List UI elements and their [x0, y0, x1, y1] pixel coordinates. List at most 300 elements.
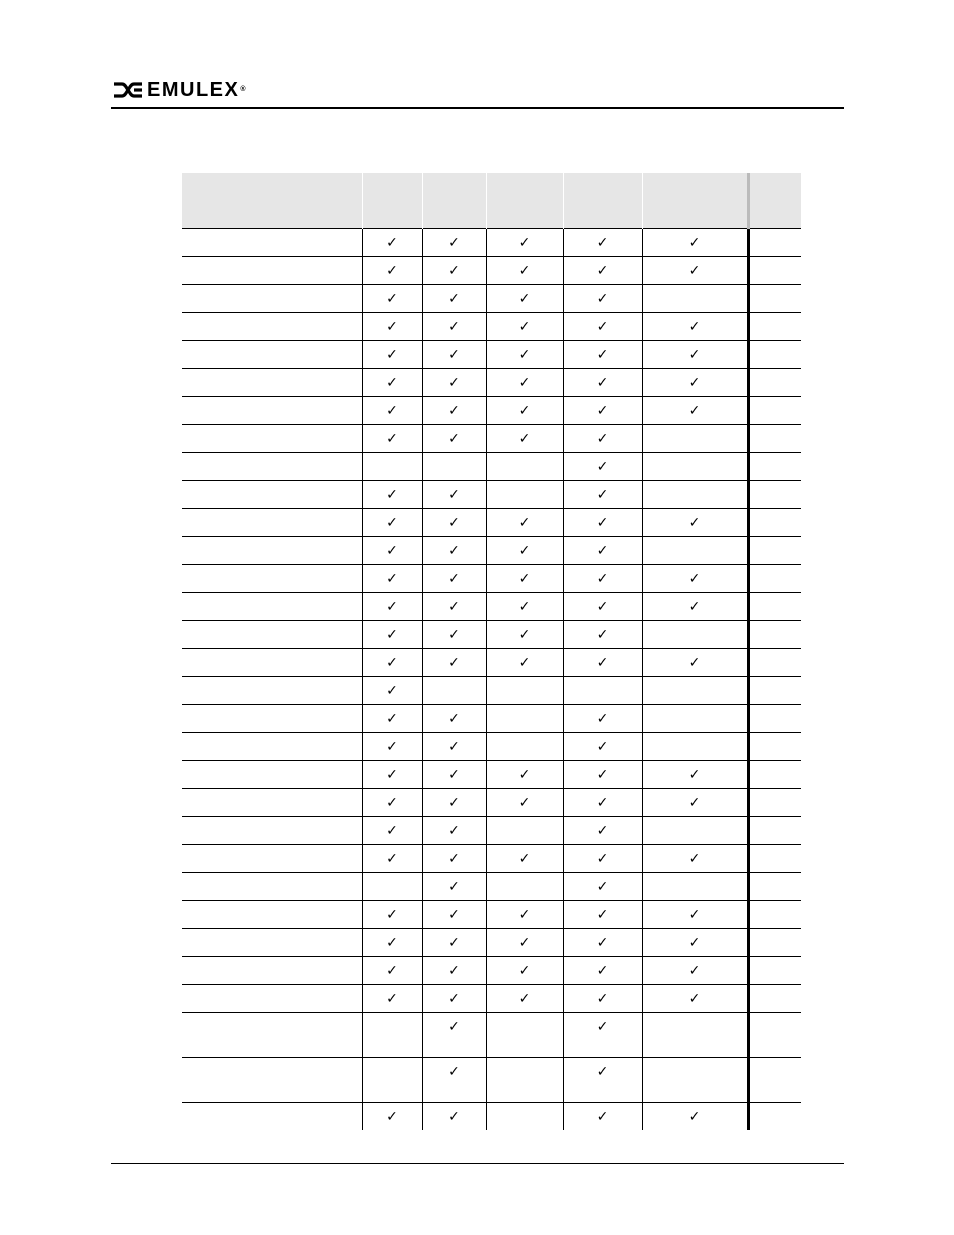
support-cell	[642, 705, 748, 733]
header-cell	[182, 173, 362, 229]
check-icon: ✓	[448, 431, 460, 447]
header-cell	[642, 173, 748, 229]
check-icon: ✓	[688, 375, 701, 391]
check-icon: ✓	[596, 935, 609, 951]
support-cell	[563, 1058, 642, 1103]
check-icon: ✓	[596, 655, 609, 671]
table-row	[182, 761, 801, 789]
support-cell	[486, 565, 563, 593]
check-icon: ✓	[448, 319, 460, 335]
header-cell	[563, 173, 642, 229]
support-cell	[422, 1103, 486, 1131]
table-row	[182, 313, 801, 341]
check-icon: ✓	[448, 235, 460, 251]
row-label-cell	[182, 313, 362, 341]
support-cell	[486, 369, 563, 397]
support-cell	[642, 621, 748, 649]
support-cell	[486, 873, 563, 901]
check-icon: ✓	[596, 263, 609, 279]
check-icon: ✓	[448, 291, 460, 307]
support-cell	[748, 901, 801, 929]
support-cell	[748, 509, 801, 537]
row-label-cell	[182, 649, 362, 677]
table-row	[182, 229, 801, 257]
support-cell	[422, 229, 486, 257]
table-row	[182, 985, 801, 1013]
check-icon: ✓	[448, 487, 460, 503]
table-row	[182, 509, 801, 537]
table-row	[182, 929, 801, 957]
support-cell	[563, 285, 642, 313]
check-icon: ✓	[518, 543, 531, 559]
check-icon: ✓	[688, 767, 701, 783]
check-icon: ✓	[518, 235, 531, 251]
support-cell	[563, 649, 642, 677]
check-icon: ✓	[448, 1109, 460, 1125]
row-label-cell	[182, 565, 362, 593]
support-cell	[563, 537, 642, 565]
check-icon: ✓	[386, 515, 398, 531]
table-row	[182, 705, 801, 733]
support-cell	[748, 817, 801, 845]
check-icon: ✓	[518, 263, 531, 279]
check-icon: ✓	[596, 627, 609, 643]
support-cell	[642, 313, 748, 341]
row-label-cell	[182, 873, 362, 901]
row-label-cell	[182, 341, 362, 369]
support-cell	[563, 509, 642, 537]
check-icon: ✓	[386, 963, 398, 979]
check-icon: ✓	[448, 963, 460, 979]
support-cell	[563, 481, 642, 509]
check-icon: ✓	[596, 851, 609, 867]
table-row	[182, 817, 801, 845]
support-cell	[362, 481, 422, 509]
support-cell	[362, 285, 422, 313]
support-cell	[362, 453, 422, 481]
support-cell	[563, 593, 642, 621]
table-row	[182, 537, 801, 565]
check-icon: ✓	[688, 963, 701, 979]
support-cell	[486, 285, 563, 313]
support-cell	[748, 789, 801, 817]
check-icon: ✓	[596, 907, 609, 923]
footer-rule	[111, 1163, 844, 1164]
check-icon: ✓	[386, 739, 398, 755]
support-cell	[642, 677, 748, 705]
support-cell	[362, 677, 422, 705]
check-icon: ✓	[596, 291, 609, 307]
support-cell	[486, 425, 563, 453]
header-cell	[422, 173, 486, 229]
support-cell	[563, 705, 642, 733]
check-icon: ✓	[518, 319, 531, 335]
check-icon: ✓	[518, 291, 531, 307]
emulex-logo	[112, 80, 246, 100]
check-icon: ✓	[688, 319, 701, 335]
table-body	[182, 229, 801, 1131]
row-label-cell	[182, 761, 362, 789]
support-cell	[422, 649, 486, 677]
support-cell	[563, 341, 642, 369]
check-icon: ✓	[518, 347, 531, 363]
support-cell	[642, 565, 748, 593]
support-cell	[748, 285, 801, 313]
check-icon: ✓	[386, 263, 398, 279]
check-icon: ✓	[688, 991, 701, 1007]
support-cell	[486, 929, 563, 957]
check-icon: ✓	[518, 963, 531, 979]
support-cell	[362, 257, 422, 285]
support-cell	[748, 453, 801, 481]
support-cell	[642, 481, 748, 509]
table-header-row	[182, 173, 801, 229]
support-cell	[642, 929, 748, 957]
support-cell	[486, 509, 563, 537]
support-cell	[563, 1013, 642, 1058]
support-cell	[422, 845, 486, 873]
header-rule	[111, 107, 844, 109]
support-cell	[486, 341, 563, 369]
support-cell	[362, 845, 422, 873]
check-icon: ✓	[596, 571, 609, 587]
check-icon: ✓	[518, 571, 531, 587]
check-icon: ✓	[688, 403, 701, 419]
support-cell	[642, 425, 748, 453]
check-icon: ✓	[386, 627, 398, 643]
support-cell	[563, 313, 642, 341]
support-cell	[642, 817, 748, 845]
brand-name: EMULEX®	[147, 79, 246, 101]
check-icon: ✓	[596, 459, 609, 475]
row-label-cell	[182, 985, 362, 1013]
table-row	[182, 565, 801, 593]
table-row	[182, 789, 801, 817]
check-icon: ✓	[448, 347, 460, 363]
support-cell	[563, 621, 642, 649]
check-icon: ✓	[596, 375, 609, 391]
support-cell	[362, 985, 422, 1013]
table-row	[182, 397, 801, 425]
support-cell	[362, 1103, 422, 1131]
check-icon: ✓	[518, 851, 531, 867]
check-icon: ✓	[688, 851, 701, 867]
row-label-cell	[182, 1103, 362, 1131]
support-cell	[486, 817, 563, 845]
row-label-cell	[182, 929, 362, 957]
support-cell	[563, 873, 642, 901]
support-cell	[748, 341, 801, 369]
row-label-cell	[182, 1013, 362, 1058]
support-cell	[642, 733, 748, 761]
support-cell	[748, 873, 801, 901]
check-icon: ✓	[386, 823, 398, 839]
check-icon: ✓	[448, 655, 460, 671]
support-cell	[486, 397, 563, 425]
support-cell	[486, 761, 563, 789]
row-label-cell	[182, 509, 362, 537]
check-icon: ✓	[386, 1109, 398, 1125]
check-icon: ✓	[386, 991, 398, 1007]
row-label-cell	[182, 229, 362, 257]
support-cell	[748, 537, 801, 565]
support-cell	[486, 313, 563, 341]
check-icon: ✓	[386, 655, 398, 671]
check-icon: ✓	[688, 235, 701, 251]
row-label-cell	[182, 257, 362, 285]
row-label-cell	[182, 425, 362, 453]
support-cell	[563, 733, 642, 761]
row-label-cell	[182, 593, 362, 621]
row-label-cell	[182, 901, 362, 929]
check-icon: ✓	[596, 543, 609, 559]
support-cell	[486, 453, 563, 481]
row-label-cell	[182, 453, 362, 481]
table-row	[182, 621, 801, 649]
support-cell	[642, 285, 748, 313]
check-icon: ✓	[688, 655, 701, 671]
support-cell	[486, 537, 563, 565]
check-icon: ✓	[386, 907, 398, 923]
support-cell	[486, 789, 563, 817]
support-cell	[362, 313, 422, 341]
support-cell	[362, 873, 422, 901]
check-icon: ✓	[518, 795, 531, 811]
check-icon: ✓	[596, 1064, 609, 1080]
check-icon: ✓	[518, 767, 531, 783]
table-row	[182, 677, 801, 705]
check-icon: ✓	[448, 375, 460, 391]
support-cell	[642, 229, 748, 257]
support-cell	[748, 845, 801, 873]
row-label-cell	[182, 677, 362, 705]
support-cell	[422, 565, 486, 593]
check-icon: ✓	[518, 627, 531, 643]
support-cell	[748, 985, 801, 1013]
check-icon: ✓	[386, 599, 398, 615]
check-icon: ✓	[518, 991, 531, 1007]
support-cell	[486, 593, 563, 621]
header-cell	[748, 173, 801, 229]
support-cell	[486, 229, 563, 257]
support-cell	[486, 901, 563, 929]
check-icon: ✓	[688, 1109, 701, 1125]
support-cell	[748, 257, 801, 285]
support-cell	[422, 257, 486, 285]
support-cell	[422, 733, 486, 761]
support-cell	[362, 901, 422, 929]
support-cell	[642, 509, 748, 537]
support-cell	[422, 509, 486, 537]
support-cell	[748, 425, 801, 453]
support-cell	[422, 453, 486, 481]
check-icon: ✓	[386, 431, 398, 447]
support-cell	[422, 873, 486, 901]
support-cell	[748, 1013, 801, 1058]
support-cell	[642, 873, 748, 901]
check-icon: ✓	[448, 599, 460, 615]
table-row	[182, 453, 801, 481]
check-icon: ✓	[386, 291, 398, 307]
support-cell	[748, 313, 801, 341]
row-label-cell	[182, 481, 362, 509]
support-cell	[748, 677, 801, 705]
table-row	[182, 1103, 801, 1131]
check-icon: ✓	[386, 851, 398, 867]
support-cell	[362, 1013, 422, 1058]
support-cell	[422, 929, 486, 957]
support-cell	[362, 425, 422, 453]
check-icon: ✓	[386, 543, 398, 559]
support-cell	[563, 817, 642, 845]
row-label-cell	[182, 369, 362, 397]
check-icon: ✓	[596, 347, 609, 363]
support-cell	[422, 761, 486, 789]
support-cell	[422, 341, 486, 369]
table-row	[182, 285, 801, 313]
support-cell	[642, 593, 748, 621]
table-row	[182, 1058, 801, 1103]
support-cell	[642, 341, 748, 369]
check-icon: ✓	[448, 991, 460, 1007]
support-cell	[748, 957, 801, 985]
support-cell	[422, 705, 486, 733]
check-icon: ✓	[386, 767, 398, 783]
support-cell	[422, 1058, 486, 1103]
check-icon: ✓	[448, 627, 460, 643]
support-cell	[642, 957, 748, 985]
support-cell	[422, 901, 486, 929]
support-cell	[642, 537, 748, 565]
table-row	[182, 649, 801, 677]
support-cell	[642, 845, 748, 873]
support-cell	[362, 761, 422, 789]
header-cell	[486, 173, 563, 229]
support-cell	[563, 677, 642, 705]
check-icon: ✓	[448, 935, 460, 951]
support-cell	[563, 565, 642, 593]
check-icon: ✓	[448, 739, 460, 755]
row-label-cell	[182, 285, 362, 313]
support-cell	[422, 369, 486, 397]
check-icon: ✓	[596, 599, 609, 615]
check-icon: ✓	[596, 823, 609, 839]
check-icon: ✓	[448, 543, 460, 559]
support-cell	[748, 733, 801, 761]
support-cell	[748, 481, 801, 509]
check-icon: ✓	[518, 655, 531, 671]
check-icon: ✓	[596, 431, 609, 447]
support-cell	[563, 901, 642, 929]
check-icon: ✓	[596, 991, 609, 1007]
row-label-cell	[182, 621, 362, 649]
support-cell	[642, 257, 748, 285]
support-cell	[748, 229, 801, 257]
support-cell	[422, 537, 486, 565]
support-cell	[642, 1103, 748, 1131]
support-cell	[642, 761, 748, 789]
feature-support-table	[182, 173, 801, 1130]
support-cell	[748, 705, 801, 733]
check-icon: ✓	[596, 879, 609, 895]
support-cell	[362, 1058, 422, 1103]
support-cell	[362, 957, 422, 985]
support-cell	[422, 397, 486, 425]
check-icon: ✓	[688, 907, 701, 923]
check-icon: ✓	[448, 263, 460, 279]
support-cell	[422, 677, 486, 705]
support-cell	[563, 761, 642, 789]
support-cell	[362, 509, 422, 537]
support-cell	[563, 425, 642, 453]
check-icon: ✓	[596, 767, 609, 783]
table-row	[182, 901, 801, 929]
table-row	[182, 593, 801, 621]
support-cell	[642, 789, 748, 817]
support-cell	[642, 397, 748, 425]
table-row	[182, 481, 801, 509]
table-row	[182, 845, 801, 873]
support-cell	[748, 761, 801, 789]
table-row	[182, 873, 801, 901]
check-icon: ✓	[596, 739, 609, 755]
check-icon: ✓	[448, 879, 460, 895]
support-cell	[362, 565, 422, 593]
row-label-cell	[182, 789, 362, 817]
support-cell	[748, 929, 801, 957]
check-icon: ✓	[596, 711, 609, 727]
check-icon: ✓	[518, 599, 531, 615]
check-icon: ✓	[518, 431, 531, 447]
check-icon: ✓	[448, 571, 460, 587]
row-label-cell	[182, 397, 362, 425]
support-cell	[642, 453, 748, 481]
table-row	[182, 341, 801, 369]
check-icon: ✓	[596, 963, 609, 979]
support-cell	[362, 733, 422, 761]
support-cell	[563, 929, 642, 957]
check-icon: ✓	[596, 487, 609, 503]
emulex-logo-mark-icon	[112, 80, 144, 100]
support-cell	[748, 593, 801, 621]
check-icon: ✓	[386, 235, 398, 251]
check-icon: ✓	[518, 375, 531, 391]
row-label-cell	[182, 845, 362, 873]
check-icon: ✓	[688, 347, 701, 363]
check-icon: ✓	[448, 711, 460, 727]
check-icon: ✓	[386, 403, 398, 419]
support-cell	[563, 1103, 642, 1131]
support-cell	[422, 957, 486, 985]
support-cell	[642, 649, 748, 677]
support-cell	[563, 453, 642, 481]
check-icon: ✓	[596, 319, 609, 335]
support-cell	[563, 957, 642, 985]
support-cell	[362, 929, 422, 957]
check-icon: ✓	[448, 515, 460, 531]
check-icon: ✓	[386, 375, 398, 391]
check-icon: ✓	[448, 795, 460, 811]
check-icon: ✓	[386, 683, 398, 699]
support-cell	[362, 817, 422, 845]
check-icon: ✓	[518, 935, 531, 951]
table-row	[182, 957, 801, 985]
table-row	[182, 1013, 801, 1058]
support-cell	[563, 985, 642, 1013]
support-cell	[642, 985, 748, 1013]
support-cell	[422, 621, 486, 649]
support-cell	[486, 481, 563, 509]
